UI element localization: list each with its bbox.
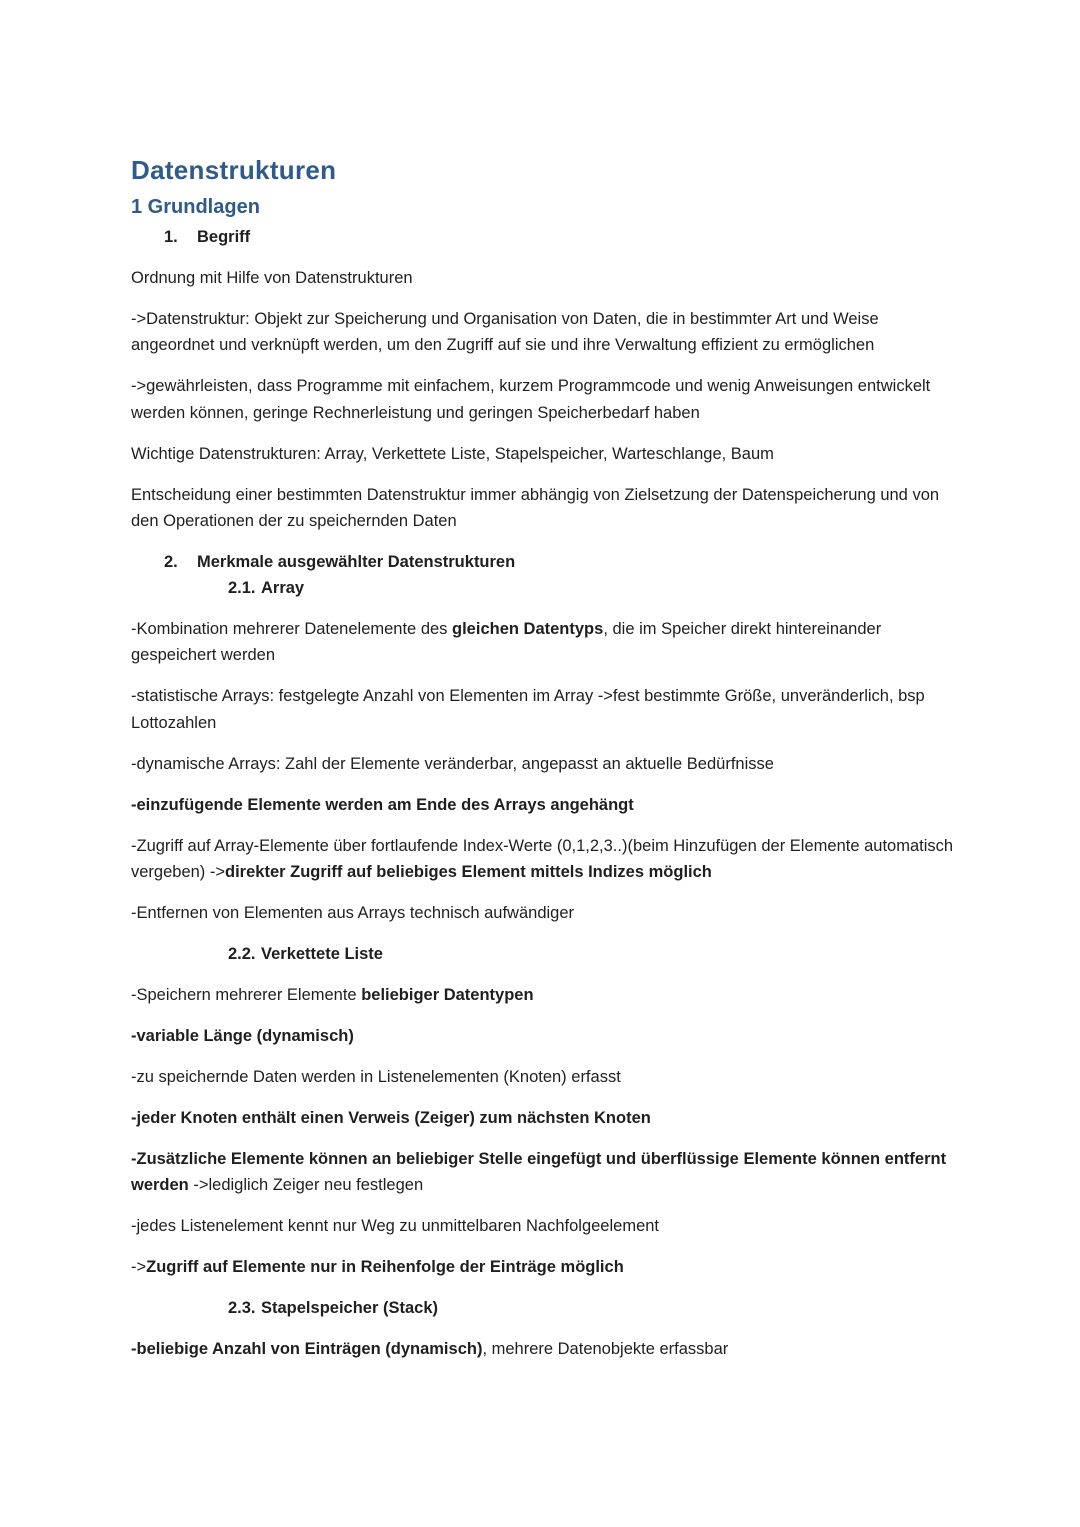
paragraph: -variable Länge (dynamisch) xyxy=(131,1026,354,1045)
subsection-verkettete-liste: 2.2. Verkettete Liste xyxy=(228,945,383,963)
paragraph: -beliebige Anzahl von Einträgen (dynamisch), mehrere Datenobjekte erfassbar xyxy=(131,1339,729,1358)
section-merkmale: 2. Merkmale ausgewählter Datenstrukturen xyxy=(164,553,516,571)
paragraph: ->gewährleisten, dass Programme mit einfachem, kurzem Programmcode und wenig Anweisungen entwickelt werden können, geringe Rechnerleistung und geringen Speicherbedarf haben xyxy=(131,377,931,422)
document-page xyxy=(131,150,961,1377)
paragraph: ->Zugriff auf Elemente nur in Reihenfolge der Einträge möglich xyxy=(131,1258,624,1276)
paragraph: Wichtige Datenstrukturen: Array, Verkettete Liste, Stapelspeicher, Warteschlange, Baum xyxy=(131,444,774,463)
paragraph: -jedes Listenelement kennt nur Weg zu unmittelbaren Nachfolgeelement xyxy=(131,1217,659,1235)
paragraph: Entscheidung einer bestimmten Datenstruktur immer abhängig von Zielsetzung der Datenspeicherung und von den Operationen der zu speichernden Daten xyxy=(131,485,940,530)
paragraph: -Zusätzliche Elemente können an beliebiger Stelle eingefügt und überflüssige Elemente können entfernt werden ->lediglich Zeiger neu festlegen xyxy=(131,1149,947,1194)
heading-grundlagen: 1 Grundlagen xyxy=(131,196,260,218)
paragraph: ->Datenstruktur: Objekt zur Speicherung und Organisation von Daten, die in bestimmter Art und Weise angeordnet und verknüpft werden, um den Zugriff auf sie und ihre Verwaltung effizient zu ermöglichen xyxy=(131,309,879,354)
paragraph: -Entfernen von Elementen aus Arrays technisch aufwändiger xyxy=(131,904,575,922)
paragraph: -Speichern mehrerer Elemente beliebiger Datentypen xyxy=(131,985,534,1004)
paragraph: -dynamische Arrays: Zahl der Elemente veränderbar, angepasst an aktuelle Bedürfnisse xyxy=(131,754,774,773)
paragraph: -einzufügende Elemente werden am Ende des Arrays angehängt xyxy=(131,795,634,814)
paragraph: -Zugriff auf Array-Elemente über fortlaufende Index-Werte (0,1,2,3..)(beim Hinzufügen der Elemente automatisch vergeben) ->direkter Zugriff auf beliebiges Element mittels Indizes möglich xyxy=(131,836,954,881)
paragraph: -zu speichernde Daten werden in Listenelementen (Knoten) erfasst xyxy=(131,1067,621,1086)
paragraph: -jeder Knoten enthält einen Verweis (Zeiger) zum nächsten Knoten xyxy=(131,1108,651,1127)
paragraph: -Kombination mehrerer Datenelemente des gleichen Datentyps, die im Speicher direkt hintereinander gespeichert werden xyxy=(131,619,882,664)
document-title: Datenstrukturen xyxy=(131,155,337,185)
subsection-array: 2.1. Array xyxy=(228,579,305,597)
section-begriff: 1. Begriff xyxy=(164,228,251,246)
paragraph: -statistische Arrays: festgelegte Anzahl von Elementen im Array ->fest bestimmte Größe, unveränderlich, bsp Lottozahlen xyxy=(131,687,925,732)
paragraph: Ordnung mit Hilfe von Datenstrukturen xyxy=(131,268,413,287)
subsection-stapelspeicher: 2.3. Stapelspeicher (Stack) xyxy=(228,1299,438,1317)
